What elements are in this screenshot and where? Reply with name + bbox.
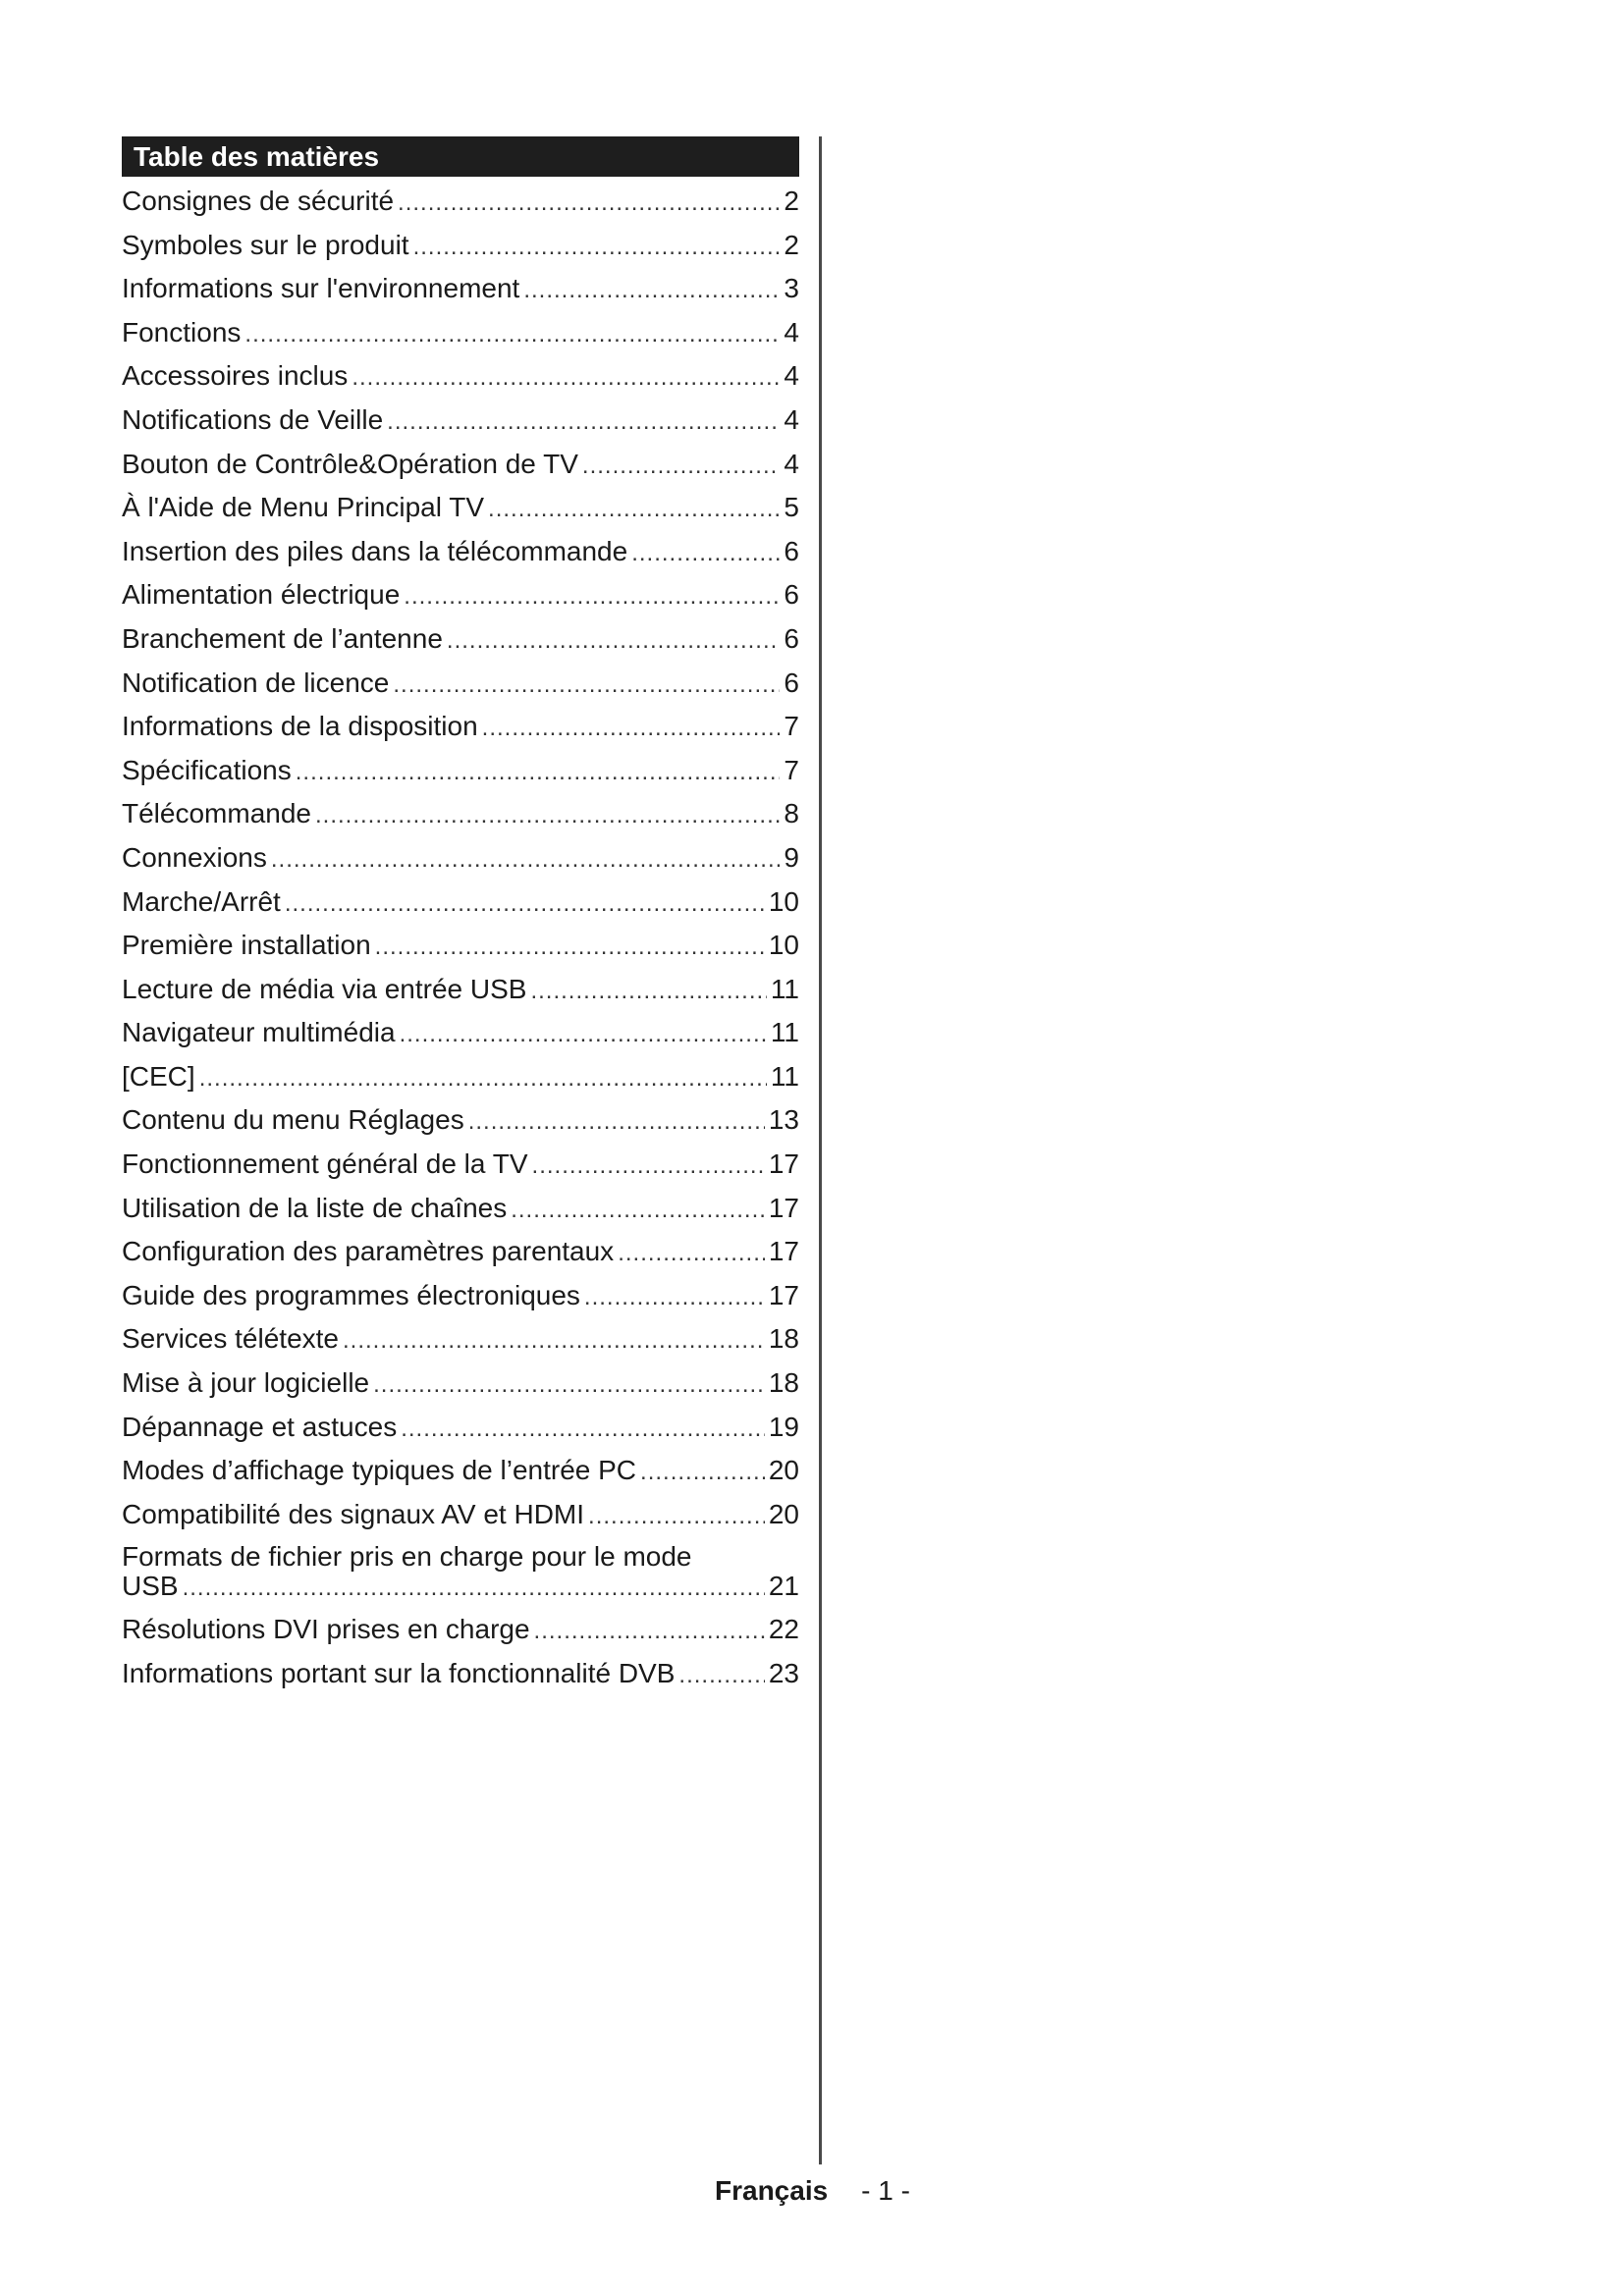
toc-entry-title: Informations sur l'environnement bbox=[122, 273, 520, 304]
toc-entry-title: Mise à jour logicielle bbox=[122, 1367, 370, 1399]
toc-leader-dots bbox=[413, 226, 781, 270]
toc-entry-page: 8 bbox=[784, 798, 799, 829]
toc-entry[interactable] bbox=[122, 1406, 799, 1450]
toc-entry-title: Alimentation électrique bbox=[122, 579, 401, 611]
toc-list bbox=[122, 180, 799, 1696]
toc-entry-title: Modes d’affichage typiques de l’entrée PC bbox=[122, 1455, 637, 1486]
toc-entry[interactable] bbox=[122, 924, 799, 968]
toc-entry-title: Première installation bbox=[122, 930, 371, 961]
toc-entry-title-continued: USB bbox=[122, 1570, 179, 1601]
toc-entry-title: Configuration des paramètres parentaux bbox=[122, 1236, 615, 1267]
toc-entry-page: 17 bbox=[768, 1192, 799, 1223]
toc-leader-dots bbox=[343, 1319, 765, 1363]
toc-leader-dots bbox=[387, 400, 780, 445]
toc-entry[interactable] bbox=[122, 180, 799, 224]
toc-entry-page: 10 bbox=[768, 885, 799, 917]
toc-entry-title: Contenu du menu Réglages bbox=[122, 1104, 464, 1136]
toc-entry[interactable] bbox=[122, 354, 799, 399]
toc-leader-dots bbox=[285, 882, 765, 927]
toc-entry-title: Résolutions DVI prises en charge bbox=[122, 1614, 530, 1645]
toc-leader-dots bbox=[375, 926, 765, 970]
toc-entry-page: 19 bbox=[768, 1411, 799, 1442]
toc-entry-page: 4 bbox=[784, 403, 799, 435]
toc-entry-title: Formats de fichier pris en charge pour le mode bbox=[122, 1540, 692, 1572]
toc-leader-dots bbox=[404, 575, 780, 619]
toc-entry-page: 6 bbox=[784, 667, 799, 698]
toc-entry[interactable] bbox=[122, 573, 799, 617]
toc-entry-title: Informations de la disposition bbox=[122, 711, 478, 742]
footer-language: Français bbox=[715, 2175, 829, 2206]
toc-entry[interactable] bbox=[122, 267, 799, 311]
toc-entry-title: Télécommande bbox=[122, 798, 311, 829]
toc-entry-title: Connexions bbox=[122, 841, 267, 873]
toc-leader-dots bbox=[352, 356, 780, 400]
toc-entry-title: Services télétexte bbox=[122, 1323, 339, 1355]
toc-entry-page: 4 bbox=[784, 316, 799, 347]
toc-entry[interactable] bbox=[122, 486, 799, 530]
toc-leader-dots bbox=[296, 751, 781, 795]
toc-entry[interactable] bbox=[122, 311, 799, 355]
toc-entry-title: Notification de licence bbox=[122, 667, 390, 698]
toc-leader-dots bbox=[511, 1189, 765, 1233]
toc-leader-dots bbox=[271, 838, 781, 882]
toc-leader-dots bbox=[582, 445, 781, 489]
toc-entry[interactable] bbox=[122, 1055, 799, 1099]
toc-entry-usb-formats[interactable] bbox=[122, 1536, 799, 1608]
toc-leader-dots bbox=[523, 269, 780, 313]
toc-entry-title: Branchement de l’antenne bbox=[122, 622, 443, 654]
toc-entry-title: Symboles sur le produit bbox=[122, 229, 409, 260]
toc-leader-dots bbox=[468, 1100, 765, 1145]
toc-entry-page: 9 bbox=[784, 841, 799, 873]
toc-entry-page: 7 bbox=[784, 754, 799, 785]
toc-entry-page: 17 bbox=[768, 1236, 799, 1267]
toc-entry-page: 18 bbox=[768, 1367, 799, 1399]
toc-entry[interactable] bbox=[122, 224, 799, 268]
footer-page-number: - 1 - bbox=[861, 2175, 910, 2206]
toc-entry-page: 20 bbox=[768, 1455, 799, 1486]
toc-entry-title: Accessoires inclus bbox=[122, 360, 349, 392]
toc-entry[interactable] bbox=[122, 443, 799, 487]
toc-entry-title: Fonctionnement général de la TV bbox=[122, 1148, 528, 1180]
toc-entry[interactable] bbox=[122, 1011, 799, 1055]
toc-entry-page: 7 bbox=[784, 711, 799, 742]
toc-leader-dots bbox=[584, 1276, 765, 1320]
toc-entry[interactable] bbox=[122, 1449, 799, 1493]
toc-entry-page: 6 bbox=[784, 535, 799, 566]
toc-entry-page: 18 bbox=[768, 1323, 799, 1355]
toc-entry[interactable] bbox=[122, 705, 799, 749]
toc-entry-title: Guide des programmes électroniques bbox=[122, 1279, 580, 1310]
toc-entry-page: 20 bbox=[768, 1498, 799, 1529]
toc-entry-page: 6 bbox=[784, 579, 799, 611]
toc-entry-page: 17 bbox=[768, 1148, 799, 1180]
toc-title: Table des matières bbox=[122, 136, 799, 177]
toc-entry[interactable] bbox=[122, 617, 799, 662]
toc-entry-page: 21 bbox=[768, 1570, 799, 1601]
toc-leader-dots bbox=[400, 1013, 767, 1057]
toc-entry-title: Consignes de sécurité bbox=[122, 186, 395, 216]
toc-entry-page: 5 bbox=[784, 492, 799, 523]
toc-leader-dots bbox=[631, 532, 780, 576]
toc-entry-title: Spécifications bbox=[122, 754, 292, 785]
toc-entry-title: Informations portant sur la fonctionnalité DVB bbox=[122, 1658, 676, 1688]
toc-leader-dots bbox=[315, 794, 780, 838]
toc-leader-dots bbox=[534, 1610, 765, 1654]
toc-entry-line2 bbox=[122, 1572, 799, 1603]
toc-entry-page: 4 bbox=[784, 448, 799, 479]
toc-entry-title: Insertion des piles dans la télécommande bbox=[122, 535, 628, 566]
toc-entry-page: 11 bbox=[770, 1017, 799, 1048]
toc-entry[interactable] bbox=[122, 1608, 799, 1652]
toc-leader-dots bbox=[398, 182, 780, 226]
toc-entry[interactable] bbox=[122, 1652, 799, 1696]
toc-entry-page: 2 bbox=[784, 229, 799, 260]
toc-entry-page: 6 bbox=[784, 622, 799, 654]
toc-entry[interactable] bbox=[122, 1317, 799, 1362]
toc-entry-page: 3 bbox=[784, 273, 799, 304]
toc-entry[interactable] bbox=[122, 1230, 799, 1274]
toc-entry-title: Notifications de Veille bbox=[122, 403, 384, 435]
toc-leader-dots bbox=[183, 1574, 765, 1603]
toc-entry-title: Utilisation de la liste de chaînes bbox=[122, 1192, 508, 1223]
table-of-contents bbox=[122, 136, 799, 1696]
toc-entry[interactable] bbox=[122, 662, 799, 706]
toc-leader-dots bbox=[447, 619, 781, 664]
toc-leader-dots bbox=[488, 488, 780, 532]
toc-leader-dots bbox=[588, 1495, 765, 1539]
toc-entry[interactable] bbox=[122, 530, 799, 574]
toc-leader-dots bbox=[199, 1057, 767, 1101]
toc-entry-title: [CEC] bbox=[122, 1060, 195, 1092]
toc-leader-dots bbox=[393, 664, 780, 708]
toc-leader-dots bbox=[678, 1654, 764, 1698]
toc-entry-page: 4 bbox=[784, 360, 799, 392]
toc-leader-dots bbox=[618, 1232, 765, 1276]
toc-entry-page: 10 bbox=[768, 930, 799, 961]
toc-leader-dots bbox=[373, 1363, 765, 1408]
toc-leader-dots bbox=[530, 970, 766, 1014]
toc-leader-dots bbox=[401, 1408, 765, 1452]
toc-entry-page: 11 bbox=[770, 973, 799, 1004]
toc-entry-page: 2 bbox=[784, 186, 799, 216]
toc-entry-title: À l'Aide de Menu Principal TV bbox=[122, 492, 485, 523]
toc-entry-title: Bouton de Contrôle&Opération de TV bbox=[122, 448, 578, 479]
toc-entry[interactable] bbox=[122, 792, 799, 836]
toc-leader-dots bbox=[244, 313, 780, 357]
toc-entry[interactable] bbox=[122, 1098, 799, 1143]
toc-entry[interactable] bbox=[122, 1143, 799, 1187]
toc-entry-page: 17 bbox=[768, 1279, 799, 1310]
toc-entry-title: Fonctions bbox=[122, 316, 242, 347]
toc-entry-title: Compatibilité des signaux AV et HDMI bbox=[122, 1498, 585, 1529]
toc-entry[interactable] bbox=[122, 1274, 799, 1318]
toc-entry-page: 11 bbox=[770, 1060, 799, 1092]
toc-entry[interactable] bbox=[122, 968, 799, 1012]
toc-entry[interactable] bbox=[122, 1493, 799, 1537]
page-footer bbox=[715, 2171, 910, 2211]
toc-leader-dots bbox=[482, 707, 781, 751]
toc-entry-page: 23 bbox=[768, 1658, 799, 1688]
toc-entry[interactable] bbox=[122, 836, 799, 881]
toc-leader-dots bbox=[532, 1145, 765, 1189]
toc-entry[interactable] bbox=[122, 881, 799, 925]
toc-entry[interactable] bbox=[122, 1362, 799, 1406]
toc-entry-title: Dépannage et astuces bbox=[122, 1411, 398, 1442]
toc-entry-title: Marche/Arrêt bbox=[122, 885, 281, 917]
toc-entry[interactable] bbox=[122, 749, 799, 793]
toc-entry-title: Navigateur multimédia bbox=[122, 1017, 396, 1048]
toc-entry-title: Lecture de média via entrée USB bbox=[122, 973, 527, 1004]
toc-entry-page: 13 bbox=[768, 1104, 799, 1136]
toc-leader-dots bbox=[640, 1451, 765, 1495]
toc-entry-page: 22 bbox=[768, 1614, 799, 1645]
toc-entry[interactable] bbox=[122, 399, 799, 443]
toc-entry[interactable] bbox=[122, 1187, 799, 1231]
column-divider bbox=[819, 136, 822, 2164]
